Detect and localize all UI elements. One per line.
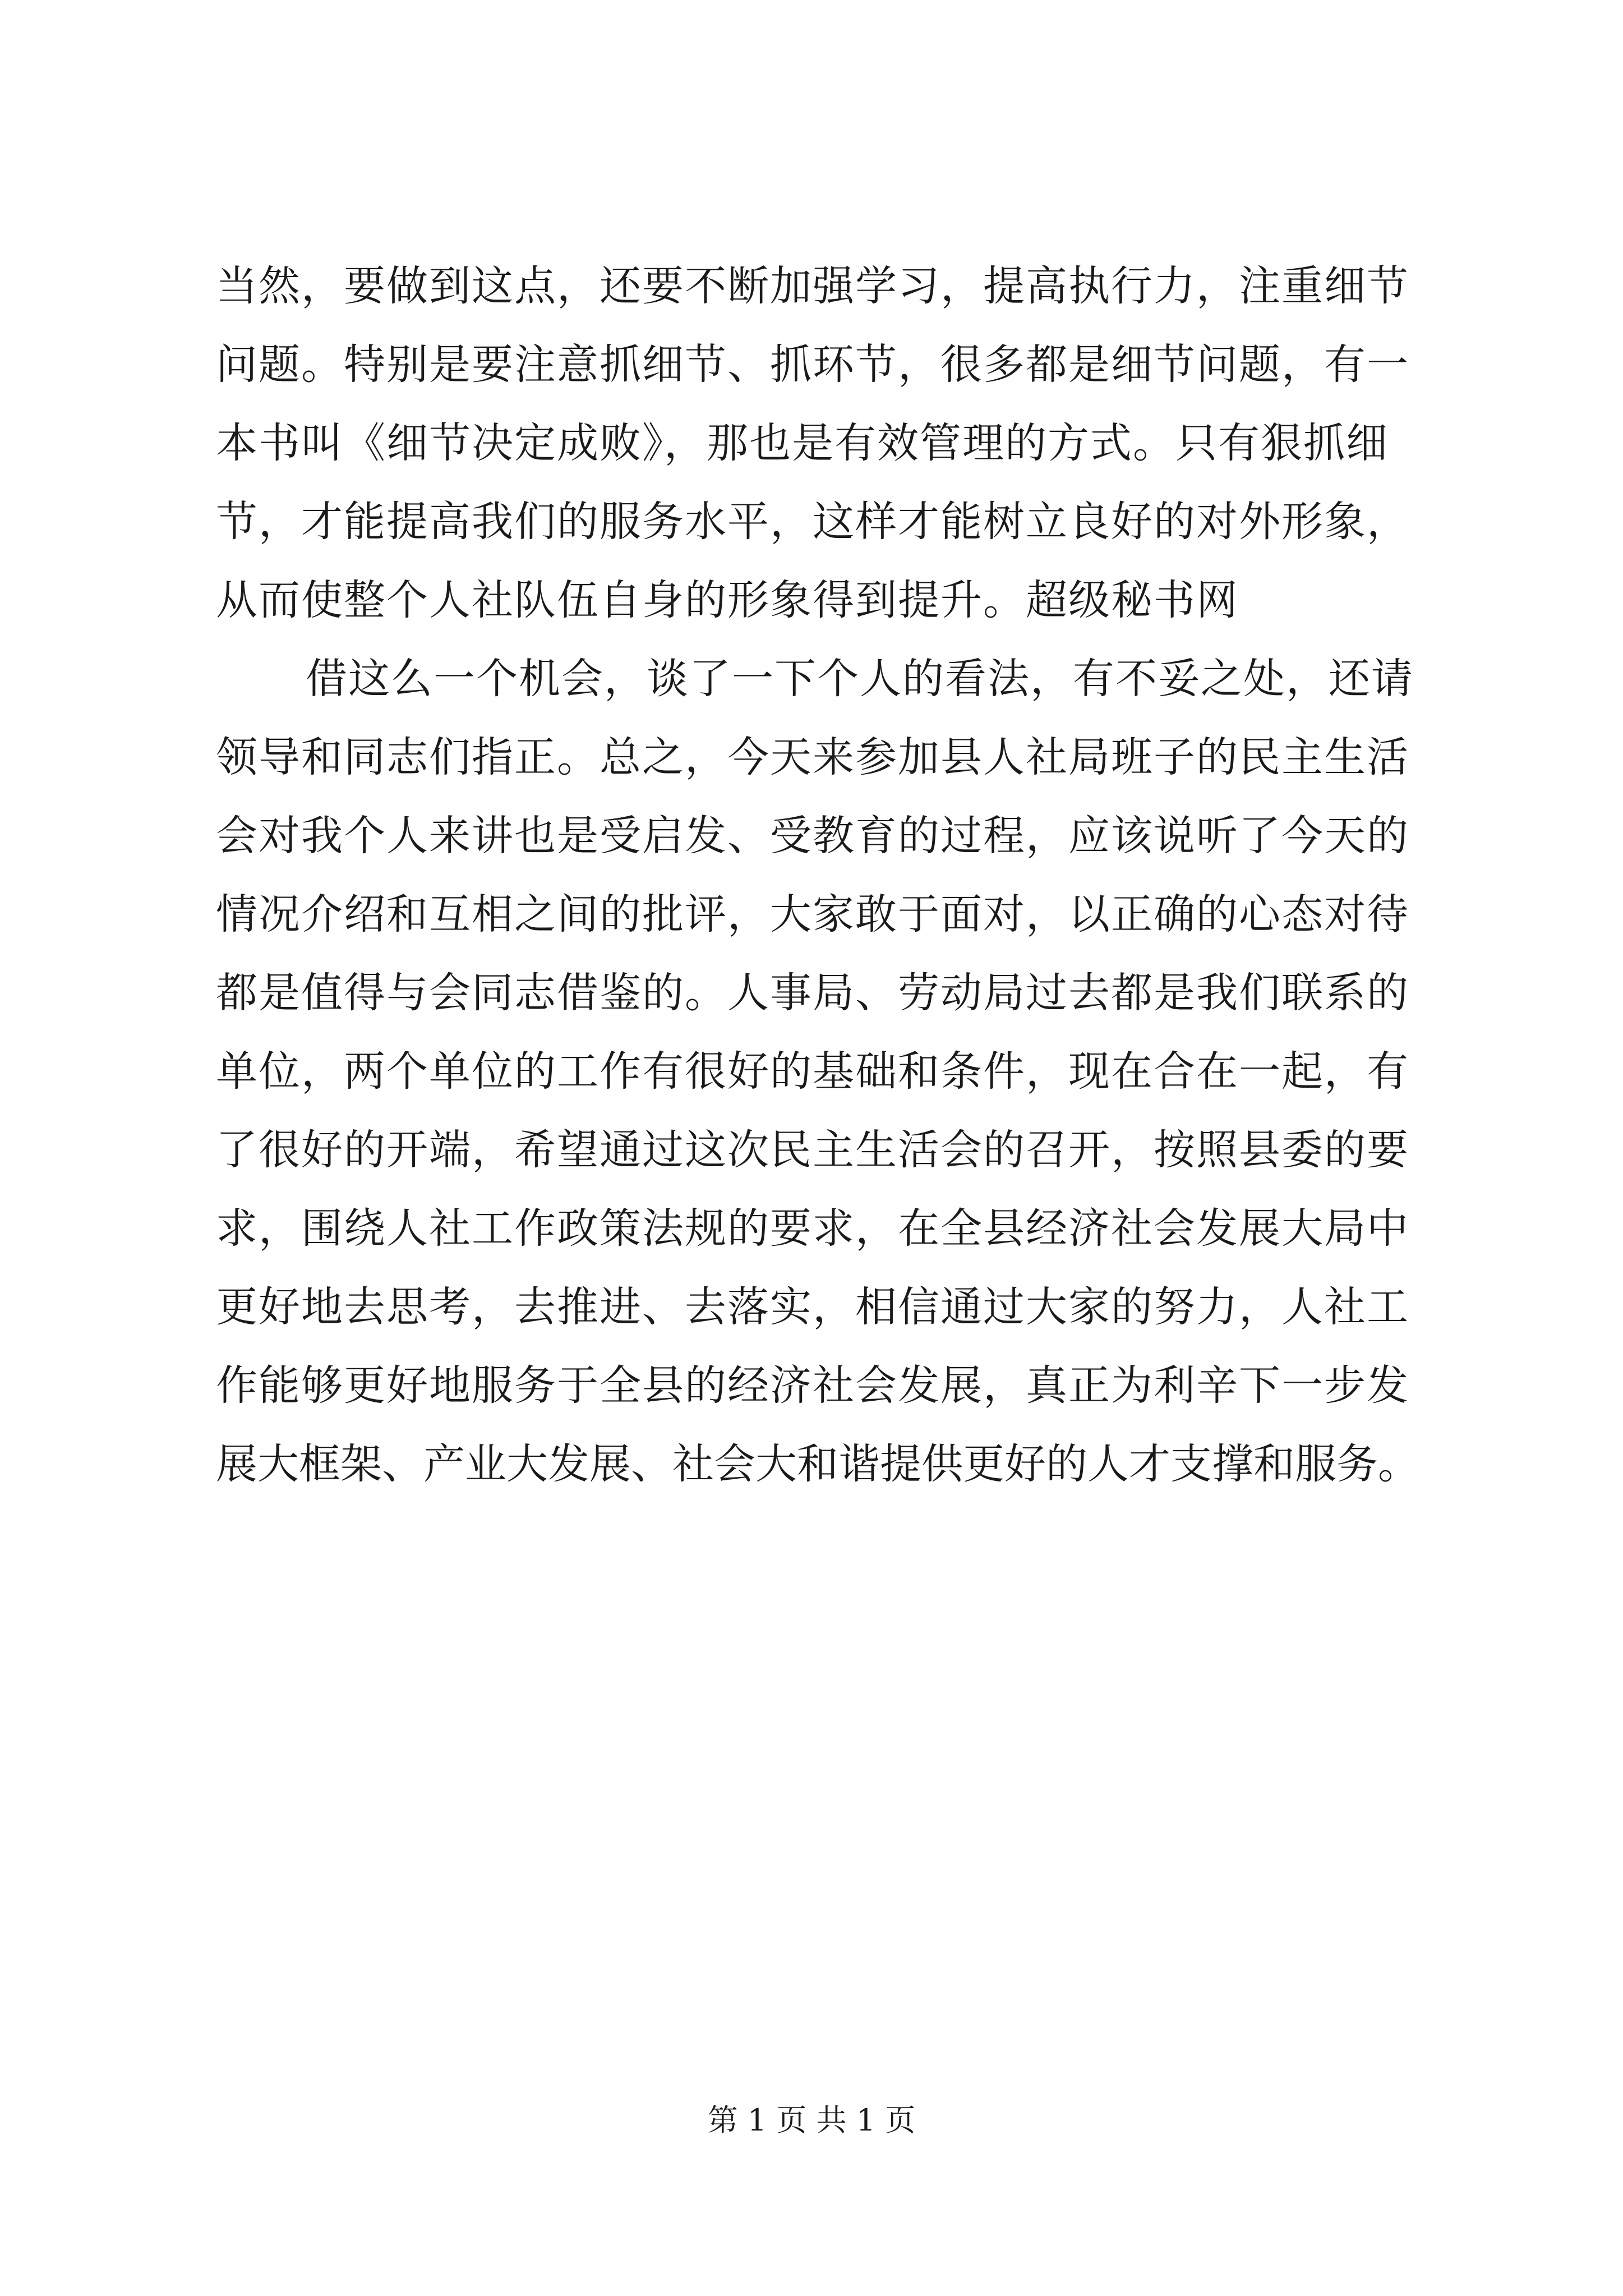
page-number-footer: 第 1 页 共 1 页 bbox=[707, 2102, 916, 2138]
paragraph-first-line: 借这么一个机会，谈了一下个人的看法，有不妥之处，还请 bbox=[306, 655, 1414, 703]
text-line: 更好地去思考，去推进、去落实，相信通过大家的努力，人社工 bbox=[216, 1283, 1409, 1331]
text-line: 从而使整个人社队伍自身的形象得到提升。超级秘书网 bbox=[216, 576, 1239, 624]
text-line: 当然，要做到这点，还要不断加强学习，提高执行力，注重细节 bbox=[216, 262, 1409, 310]
text-line: 作能够更好地服务于全县的经济社会发展，真正为利辛下一步发 bbox=[216, 1361, 1409, 1410]
text-line: 展大框架、产业大发展、社会大和谐提供更好的人才支撑和服务。 bbox=[216, 1440, 1419, 1488]
text-line: 了很好的开端，希望通过这次民主生活会的召开，按照县委的要 bbox=[216, 1126, 1409, 1174]
text-line: 单位，两个单位的工作有很好的基础和条件，现在合在一起，有 bbox=[216, 1047, 1409, 1096]
text-line: 会对我个人来讲也是受启发、受教育的过程，应该说听了今天的 bbox=[216, 812, 1409, 860]
document-body bbox=[216, 247, 1419, 1503]
text-line: 问题。特别是要注意抓细节、抓环节，很多都是细节问题，有一 bbox=[216, 341, 1409, 389]
text-line: 都是值得与会同志借鉴的。人事局、劳动局过去都是我们联系的 bbox=[216, 969, 1409, 1017]
text-line: 本书叫《细节决定成败》，那也是有效管理的方式。只有狠抓细 bbox=[216, 419, 1389, 467]
text-line: 情况介绍和互相之间的批评，大家敢于面对，以正确的心态对待 bbox=[216, 890, 1409, 938]
text-line: 领导和同志们指正。总之，今天来参加县人社局班子的民主生活 bbox=[216, 733, 1409, 781]
text-line: 节，才能提高我们的服务水平，这样才能树立良好的对外形象， bbox=[216, 498, 1409, 546]
text-line: 求，围绕人社工作政策法规的要求，在全县经济社会发展大局中 bbox=[216, 1204, 1409, 1253]
